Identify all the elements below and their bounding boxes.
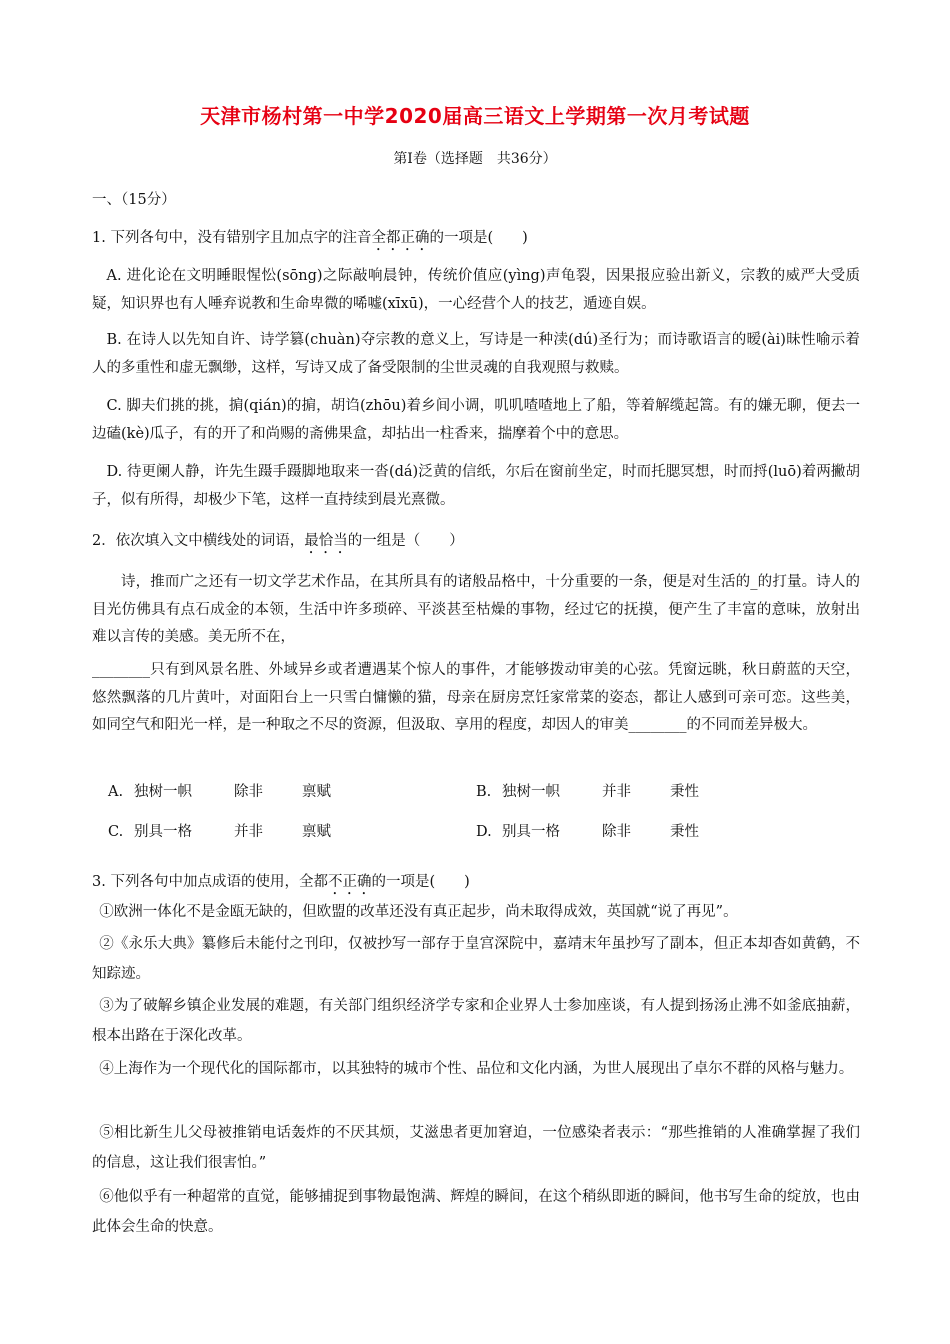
option-letter: D.: [476, 824, 492, 840]
question-1-stem: [92, 226, 528, 254]
option-word: 别具一格: [134, 824, 192, 840]
question-3-stem: [92, 870, 470, 898]
option-word: 独树一帜: [502, 784, 560, 800]
question-1-option-a: A. 进化论在文明睡眼惺忪(sōng)之际敲响晨钟，传统价值应(yìng)声龟裂，因果报应验出新义，宗教的威严大受质疑，知识界也有人唾弃说教和生命卑微的唏嘘(xīxū)，一心经营个人的技艺，遁迹自娱。: [92, 268, 860, 312]
option-word: 秉性: [670, 824, 699, 840]
question-3-sentence-1: ①欧洲一体化不是金瓯无缺的，但欧盟的改革还没有真正起步，尚未取得成效，英国就“说了再见”。: [99, 904, 738, 920]
question-2-stem: [92, 529, 464, 557]
option-word: 除非: [234, 784, 263, 800]
option-word: 禀赋: [302, 784, 331, 800]
question-2-passage-2: ________只有到风景名胜、外域异乡或者遭遇某个惊人的事件，才能够拨动审美的心弦。凭窗远眺，秋日蔚蓝的天空，悠然飘落的几片黄叶，对面阳台上一只雪白慵懒的猫，母亲在厨房烹饪家常菜的姿态，都让人感到可亲可恋。这些美，如同空气和阳光一样，是一种取之不尽的资源，但汲取、享用的程度，却因人的审美________的不同而差异极大。: [92, 662, 860, 733]
stem-text: 的一项是( ): [371, 874, 470, 890]
question-2-option-b: [476, 780, 699, 801]
question-2-option-a: [108, 780, 331, 801]
section-heading: 一、（15分）: [92, 192, 176, 208]
emphasis-text: 全都正确: [371, 230, 430, 246]
question-1-option-c: C. 脚夫们挑的挑，掮(qián)的掮，胡诌(zhōu)着乡间小调，叽叽喳喳地上了船，等着解缆起篙。有的嫌无聊，便去一边磕(kè)瓜子，有的开了和尚赐的斋佛果盒，却拈出一柱香来，揣摩着个中的意思。: [92, 398, 860, 442]
question-3-sentence-2: ②《永乐大典》纂修后未能付之刊印，仅被抄写一部存于皇宫深院中，嘉靖末年虽抄写了副本，但正本却杳如黄鹤，不知踪迹。: [92, 936, 860, 982]
option-letter: B.: [476, 784, 492, 800]
option-letter: A.: [108, 784, 124, 800]
emphasis-text: 最恰当: [304, 533, 348, 549]
question-3-sentence-6: ⑥他似乎有一种超常的直觉，能够捕捉到事物最饱满、辉煌的瞬间，在这个稍纵即逝的瞬间，他书写生命的绽放，也由此体会生命的快意。: [92, 1189, 860, 1235]
stem-text: 1. 下列各句中，没有错别字且加点字的注音: [92, 230, 372, 246]
question-3-sentence-5: ⑤相比新生儿父母被推销电话轰炸的不厌其烦，艾滋患者更加窘迫，一位感染者表示：“那些推销的人准确掌握了我们的信息，这让我们很害怕。”: [92, 1125, 860, 1171]
option-word: 并非: [602, 784, 631, 800]
question-2-passage-1: 诗，推而广之还有一切文学艺术作品，在其所具有的诸般品格中，十分重要的一条，便是对生活的_的打量。诗人的目光仿佛具有点石成金的本领，生活中许多琐碎、平淡甚至枯燥的事物，经过它的抚摸，便产生了丰富的意味，放射出难以言传的美感。美无所不在，: [92, 574, 860, 645]
question-2-option-d: [476, 820, 699, 841]
stem-text: 的一项是( ): [429, 230, 528, 246]
option-letter: C.: [108, 824, 124, 840]
section-subtitle: 第Ⅰ卷（选择题 共36分）: [393, 151, 557, 167]
option-word: 除非: [602, 824, 631, 840]
question-1-option-b: B. 在诗人以先知自许、诗学篡(chuàn)夺宗教的意义上，写诗是一种渎(dú)圣行为；而诗歌语言的暧(ài)昧性喻示着人的多重性和虚无飘缈，这样，写诗又成了备受限制的尘世灵魂的自我观照与救赎。: [92, 332, 860, 376]
stem-text: 2．依次填入文中横线处的词语，: [92, 533, 305, 549]
emphasis-text: 不正确: [327, 874, 372, 890]
option-word: 禀赋: [302, 824, 331, 840]
stem-text: 的一组是（ ）: [347, 533, 464, 549]
question-3-sentence-3: ③为了破解乡镇企业发展的难题，有关部门组织经济学专家和企业界人士参加座谈，有人提到扬汤止沸不如釜底抽薪，根本出路在于深化改革。: [92, 998, 860, 1044]
question-2-option-c: [108, 820, 331, 841]
question-1-option-d: D. 待更阑人静，许先生蹑手蹑脚地取来一沓(dá)泛黄的信纸，尔后在窗前坐定，时而托腮冥想，时而捋(luō)着两撇胡子，似有所得，却极少下笔，这样一直持续到晨光熹微。: [92, 464, 860, 508]
option-word: 别具一格: [502, 824, 560, 840]
option-word: 独树一帜: [134, 784, 192, 800]
question-3-sentence-4: ④上海作为一个现代化的国际都市，以其独特的城市个性、品位和文化内涵，为世人展现出了卓尔不群的风格与魅力。: [99, 1061, 854, 1077]
page-title: 天津市杨村第一中学2020届高三语文上学期第一次月考试题: [200, 104, 750, 128]
stem-text: 3. 下列各句中加点成语的使用，全都: [92, 874, 328, 890]
option-word: 秉性: [670, 784, 699, 800]
option-word: 并非: [234, 824, 263, 840]
